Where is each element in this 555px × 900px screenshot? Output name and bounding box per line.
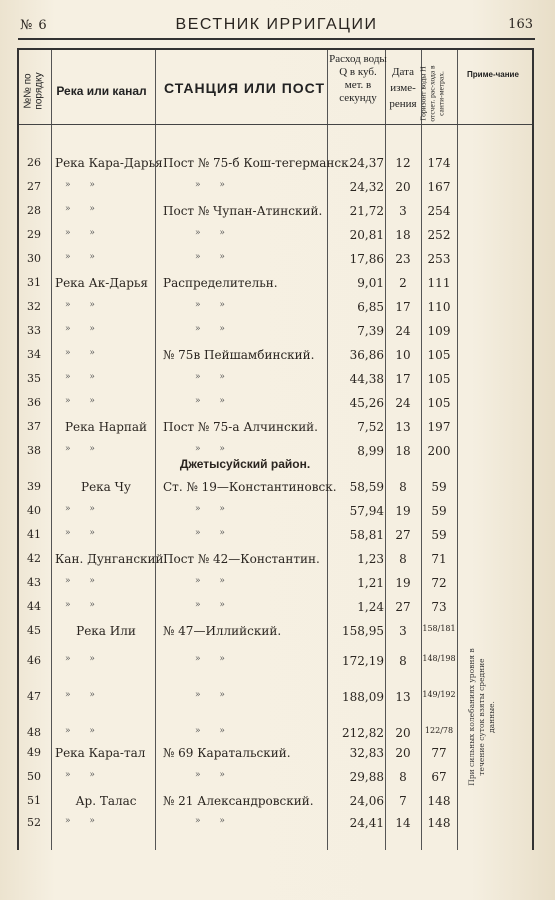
water-level: 174 (427, 156, 451, 170)
row-number: 35 (27, 372, 41, 385)
table-row (19, 746, 532, 768)
station-name: » » (195, 576, 233, 586)
water-level: 197 (427, 420, 451, 434)
row-number: 47 (27, 690, 41, 703)
row-number: 48 (27, 726, 41, 739)
measurement-date: 18 (395, 444, 411, 458)
measurement-date: 2 (399, 276, 407, 290)
table-row (19, 726, 532, 748)
measurement-date: 7 (399, 794, 407, 808)
river-name: » » (65, 654, 103, 664)
water-level: 109 (427, 324, 451, 338)
header-bottom-rule (19, 124, 532, 125)
measurement-date: 20 (395, 746, 411, 760)
water-level: 148 (427, 794, 451, 808)
row-number: 31 (27, 276, 41, 289)
station-name: » » (195, 770, 233, 780)
table-row (19, 420, 532, 442)
measurement-date: 24 (395, 324, 411, 338)
station-name: » » (195, 726, 233, 736)
river-name: Река Кара-Дарья (55, 156, 163, 170)
header-rule (18, 38, 535, 40)
water-level: 105 (427, 396, 451, 410)
measurement-date: 27 (395, 600, 411, 614)
flow-value: 32,83 (349, 746, 384, 760)
measurement-date: 3 (399, 624, 407, 638)
river-name: » » (65, 690, 103, 700)
table-row (19, 156, 532, 178)
river-name: Река Чу (81, 480, 131, 494)
row-number: 27 (27, 180, 41, 193)
flow-value: 20,81 (349, 228, 384, 242)
flow-value: 24,32 (349, 180, 384, 194)
table-row (19, 794, 532, 816)
header-station: СТАНЦИЯ ИЛИ ПОСТ (164, 80, 325, 96)
river-name: » » (65, 228, 103, 238)
flow-value: 58,81 (349, 528, 384, 542)
station-name: » » (195, 372, 233, 382)
flow-value: 24,37 (349, 156, 384, 170)
station-name: » » (195, 504, 233, 514)
table-row (19, 372, 532, 394)
station-name: № 75в Пейшамбинский. (163, 348, 315, 362)
station-name: » » (195, 252, 233, 262)
table-row (19, 300, 532, 322)
river-name: » » (65, 576, 103, 586)
water-level: 105 (427, 372, 451, 386)
flow-value: 8,99 (357, 444, 384, 458)
row-number: 41 (27, 528, 41, 541)
station-name: № 69 Каратальский. (163, 746, 291, 760)
water-level: 72 (431, 576, 447, 590)
water-level: 77 (431, 746, 447, 760)
header-flow: Расход воды Q в куб. мет. в секунду (329, 53, 387, 104)
flow-value: 7,52 (357, 420, 384, 434)
page-number: 163 (508, 17, 533, 32)
station-name: № 21 Александровский. (163, 794, 314, 808)
station-name: » » (195, 444, 233, 454)
flow-value: 21,72 (349, 204, 384, 218)
table-row (19, 528, 532, 550)
header-level: Горизонт воды Н отсчет. рас-хода в санти-метрах. (418, 65, 446, 122)
water-level: 111 (427, 276, 451, 290)
row-number: 40 (27, 504, 41, 517)
river-name: » » (65, 504, 103, 514)
flow-value: 7,39 (357, 324, 384, 338)
measurement-date: 20 (395, 180, 411, 194)
river-name: » » (65, 770, 103, 780)
river-name: » » (65, 816, 103, 826)
water-level: 105 (427, 348, 451, 362)
river-name: » » (65, 204, 103, 214)
river-name: » » (65, 372, 103, 382)
station-name: Ст. № 19—Константиновск. (163, 480, 337, 494)
row-number: 44 (27, 600, 41, 613)
flow-value: 57,94 (349, 504, 384, 518)
row-number: 34 (27, 348, 41, 361)
row-number: 49 (27, 746, 41, 759)
flow-value: 17,86 (349, 252, 384, 266)
table-row (19, 252, 532, 274)
measurement-date: 20 (395, 726, 411, 740)
water-level: 73 (431, 600, 447, 614)
station-name: » » (195, 228, 233, 238)
flow-value: 1,21 (357, 576, 384, 590)
table-row (19, 480, 532, 502)
measurement-date: 23 (395, 252, 411, 266)
row-number: 33 (27, 324, 41, 337)
measurement-date: 10 (395, 348, 411, 362)
water-level: 59 (431, 504, 447, 518)
water-level: 148/198 (422, 654, 456, 663)
river-name: » » (65, 252, 103, 262)
note-text: При сильных колебаниях уровня в течение суток взяты средние данные. (467, 648, 496, 786)
measurement-date: 8 (399, 654, 407, 668)
flow-value: 6,85 (357, 300, 384, 314)
table-row (19, 396, 532, 418)
row-number: 36 (27, 396, 41, 409)
row-number: 43 (27, 576, 41, 589)
measurement-date: 19 (395, 576, 411, 590)
table-row (19, 348, 532, 370)
measurement-date: 13 (395, 690, 411, 704)
section-title: Джетысуйский район. (179, 457, 311, 471)
measurement-date: 24 (395, 396, 411, 410)
table-row (19, 552, 532, 574)
flow-value: 9,01 (357, 276, 384, 290)
river-name: » » (65, 180, 103, 190)
flow-value: 44,38 (349, 372, 384, 386)
station-name: » » (195, 300, 233, 310)
header-note: Приме-чание (467, 70, 519, 79)
river-name: » » (65, 444, 103, 454)
measurement-date: 8 (399, 770, 407, 784)
row-number: 51 (27, 794, 41, 807)
header-river: Река или канал (56, 84, 147, 98)
flow-value: 1,24 (357, 600, 384, 614)
river-name: » » (65, 300, 103, 310)
measurement-date: 19 (395, 504, 411, 518)
river-name: » » (65, 726, 103, 736)
row-number: 42 (27, 552, 41, 565)
station-name: » » (195, 654, 233, 664)
measurement-date: 8 (399, 480, 407, 494)
journal-title: ВЕСТНИК ИРРИГАЦИИ (175, 16, 378, 33)
river-name: » » (65, 396, 103, 406)
flow-value: 212,82 (342, 726, 384, 740)
measurement-table (17, 48, 534, 850)
flow-value: 188,09 (342, 690, 384, 704)
measurement-date: 17 (395, 300, 411, 314)
station-name: » » (195, 324, 233, 334)
measurement-date: 13 (395, 420, 411, 434)
station-name: № 47—Иллийский. (163, 624, 282, 638)
flow-value: 36,86 (349, 348, 384, 362)
station-name: Пост № 75-б Кош-тегерманск. (163, 156, 353, 170)
station-name: Пост № 42—Константин. (163, 552, 320, 566)
flow-value: 1,23 (357, 552, 384, 566)
running-head (20, 14, 533, 36)
header-num: №№ по порядку (22, 72, 45, 110)
water-level: 158/181 (422, 624, 456, 633)
header-date: Дата изме-рения (389, 66, 417, 110)
measurement-date: 3 (399, 204, 407, 218)
station-name: » » (195, 690, 233, 700)
water-level: 149/192 (422, 690, 456, 699)
station-name: » » (195, 600, 233, 610)
water-level: 110 (427, 300, 451, 314)
table-row (19, 204, 532, 226)
row-number: 37 (27, 420, 41, 433)
station-name: » » (195, 528, 233, 538)
water-level: 167 (427, 180, 451, 194)
table-row (19, 770, 532, 792)
flow-value: 158,95 (342, 624, 384, 638)
river-name: Кан. Дунганский (55, 552, 164, 566)
river-name: Река Или (76, 624, 136, 638)
river-name: Река Кара-тал (55, 746, 146, 760)
station-name: Распределительн. (163, 276, 278, 290)
water-level: 254 (427, 204, 451, 218)
row-number: 29 (27, 228, 41, 241)
river-name: » » (65, 348, 103, 358)
river-name: » » (65, 600, 103, 610)
row-number: 39 (27, 480, 41, 493)
flow-value: 172,19 (342, 654, 384, 668)
row-number: 52 (27, 816, 41, 829)
measurement-date: 8 (399, 552, 407, 566)
row-number: 28 (27, 204, 41, 217)
row-number: 50 (27, 770, 41, 783)
water-level: 59 (431, 480, 447, 494)
row-number: 46 (27, 654, 41, 667)
flow-value: 29,88 (349, 770, 384, 784)
table-row (19, 690, 532, 712)
measurement-date: 27 (395, 528, 411, 542)
station-name: » » (195, 396, 233, 406)
water-level: 200 (427, 444, 451, 458)
flow-value: 24,41 (349, 816, 384, 830)
water-level: 252 (427, 228, 451, 242)
flow-value: 45,26 (349, 396, 384, 410)
flow-value: 58,59 (349, 480, 384, 494)
measurement-date: 14 (395, 816, 411, 830)
river-name: » » (65, 324, 103, 334)
river-name: Река Ак-Дарья (55, 276, 148, 290)
station-name: Пост № Чупан-Атинский. (163, 204, 323, 218)
flow-value: 24,06 (349, 794, 384, 808)
row-number: 30 (27, 252, 41, 265)
row-number: 26 (27, 156, 41, 169)
measurement-date: 17 (395, 372, 411, 386)
table-row (19, 600, 532, 622)
row-number: 45 (27, 624, 41, 637)
issue-number: № 6 (20, 18, 48, 33)
table-row (19, 276, 532, 298)
table-row (19, 504, 532, 526)
river-name: » » (65, 528, 103, 538)
station-name: » » (195, 816, 233, 826)
table-row (19, 228, 532, 250)
table-row (19, 180, 532, 202)
measurement-date: 12 (395, 156, 411, 170)
station-name: Пост № 75-а Алчинский. (163, 420, 318, 434)
station-name: » » (195, 180, 233, 190)
water-level: 71 (431, 552, 447, 566)
river-name: Река Нарпай (64, 420, 148, 434)
water-level: 59 (431, 528, 447, 542)
row-number: 38 (27, 444, 41, 457)
table-row (19, 816, 532, 838)
water-level: 122/78 (424, 726, 454, 735)
water-level: 148 (427, 816, 451, 830)
table-row (19, 324, 532, 346)
table-row (19, 624, 532, 646)
water-level: 67 (431, 770, 447, 784)
table-row (19, 576, 532, 598)
row-number: 32 (27, 300, 41, 313)
water-level: 253 (427, 252, 451, 266)
table-row (19, 654, 532, 676)
river-name: Ар. Талас (75, 794, 137, 808)
measurement-date: 18 (395, 228, 411, 242)
